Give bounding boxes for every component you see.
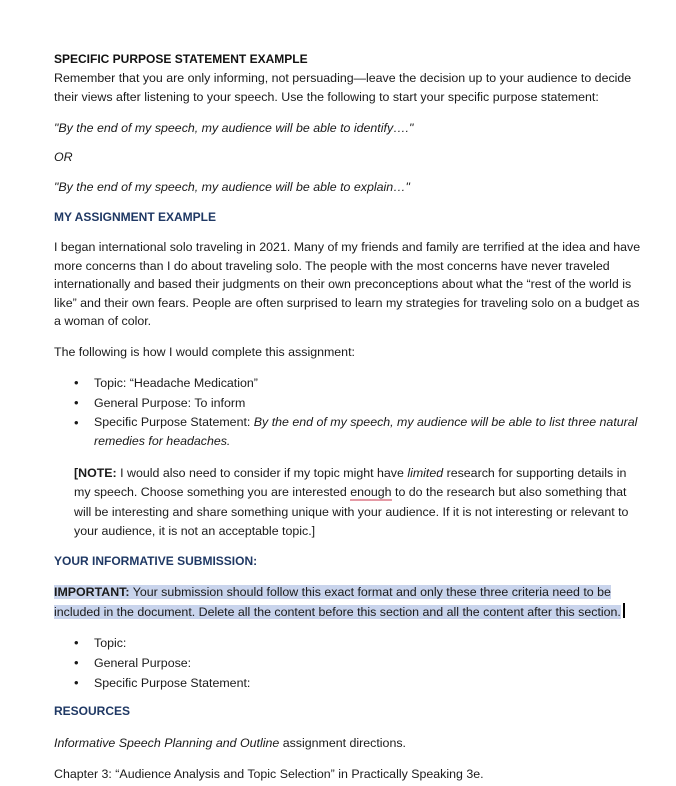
resource-1-title: Informative Speech Planning and Outline bbox=[54, 735, 280, 750]
note-paragraph bbox=[54, 464, 644, 542]
intro-paragraph: Remember that you are only informing, not persuading—leave the decision up to your audience to decide their views after listening to your speech. Use the following to start your specific purpose statement: bbox=[54, 71, 632, 104]
heading-my-assignment: MY ASSIGNMENT EXAMPLE bbox=[54, 210, 217, 224]
bullet-dot: • bbox=[74, 634, 79, 650]
text-cursor bbox=[623, 603, 625, 618]
bullet-dot: • bbox=[74, 674, 79, 690]
bullet-dot: • bbox=[74, 654, 79, 670]
bullet-dot: • bbox=[74, 374, 79, 390]
assignment-paragraph: I began international solo traveling in 2021. Many of my friends and family are terrified at the idea and have more concerns than I do about traveling solo. The people with the most concerns have never traveled internationally and based their judgments on their own preconceptions about what the “rest of the world is like” and their own fears. People are often surprised to learn my strategies for traveling solo on a budget as a woman of color. bbox=[54, 240, 641, 328]
following-text: The following is how I would complete this assignment: bbox=[54, 344, 355, 359]
note-part3: to do the research but also something that will be interesting and share something unique with your audience. If it is not interesting or relevant to your audience, it is not an acceptable topic.] bbox=[74, 485, 629, 538]
bullet-general-purpose-text: General Purpose: To inform bbox=[94, 395, 246, 410]
submission-bullet-general-purpose[interactable] bbox=[54, 653, 644, 673]
resource-item-1 bbox=[54, 733, 644, 753]
heading-resources: RESOURCES bbox=[54, 703, 131, 718]
submission-general-purpose-text: General Purpose: bbox=[94, 655, 192, 670]
bullet-specific-purpose bbox=[54, 413, 644, 451]
document-page bbox=[54, 49, 644, 784]
bullet-topic bbox=[54, 373, 644, 393]
bullet-general-purpose bbox=[54, 393, 644, 413]
note-limited: limited bbox=[407, 465, 444, 480]
submission-topic-text: Topic: bbox=[94, 635, 127, 650]
important-selection[interactable] bbox=[54, 585, 621, 619]
bullet-specific-italic: By the end of my speech, my audience will be able to list three natural remedies for headaches. bbox=[94, 414, 638, 448]
bullet-topic-text: Topic: “Headache Medication” bbox=[94, 375, 258, 390]
note-part1: I would also need to consider if my topic might have bbox=[116, 465, 408, 480]
submission-bullet-topic[interactable] bbox=[54, 633, 644, 653]
resource-item-2: Chapter 3: “Audience Analysis and Topic Selection” in Practically Speaking 3e. bbox=[54, 766, 484, 781]
or-text: OR bbox=[54, 150, 73, 164]
important-text: Your submission should follow this exact format and only these three criteria need to be included in the document. Delete all the content before this section and all the content after this section. bbox=[54, 584, 621, 619]
heading-specific-purpose: SPECIFIC PURPOSE STATEMENT EXAMPLE bbox=[54, 52, 308, 66]
bullet-dot: • bbox=[74, 394, 79, 410]
bullet-dot: • bbox=[74, 414, 79, 430]
submission-bullet-specific-purpose[interactable] bbox=[54, 673, 644, 693]
note-label: [NOTE: bbox=[74, 465, 117, 480]
example-bullet-list bbox=[54, 373, 644, 451]
important-label: IMPORTANT: bbox=[54, 584, 130, 599]
resource-1-rest: assignment directions. bbox=[279, 735, 406, 750]
heading-submission: YOUR INFORMATIVE SUBMISSION: bbox=[54, 553, 258, 568]
note-part2: research for supporting details in my speech. Choose something you are interested bbox=[74, 465, 627, 499]
note-enough-spellcheck[interactable]: enough bbox=[350, 485, 392, 499]
submission-specific-purpose-text: Specific Purpose Statement: bbox=[94, 675, 251, 690]
example-explain: "By the end of my speech, my audience will be able to explain…" bbox=[54, 180, 410, 194]
example-identify: "By the end of my speech, my audience will be able to identify…." bbox=[54, 121, 414, 135]
bullet-specific-prefix: Specific Purpose Statement: bbox=[94, 414, 254, 429]
submission-bullet-list bbox=[54, 633, 644, 693]
important-paragraph[interactable] bbox=[54, 582, 644, 622]
